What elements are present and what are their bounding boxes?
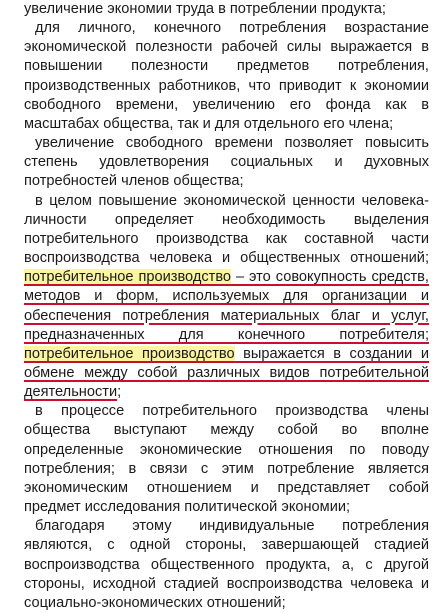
text-segment: благодаря этому индивидуальные потребления являются, с одной стороны, завершающей стадией воспроизводства общественного продукта, а, с другой стороны, исходной стадией воспроизводства человека и социально-экономических отношений; — [24, 518, 429, 611]
paragraph-p0 — [24, 0, 429, 19]
paragraph-p5 — [24, 517, 429, 613]
text-segment: увеличение свободного времени позволяет повысить степень удовлетворения социальных и духовных потребностей членов общества; — [24, 135, 429, 190]
highlighted-term: потребительное производство — [24, 345, 235, 362]
text-segment: для личного, конечного потребления возрастание экономической полезности рабочей силы выражается в повышении полезности предметов потребления, производственных работников, что приводит к экономии свободного времени, увеличению его фонда как в масштабах общества, так и для отдельного его члена; — [24, 20, 429, 132]
text-segment: увеличение экономии труда в потреблении продукта; — [24, 1, 386, 17]
text-segment: ; — [117, 384, 122, 401]
text-segment: в целом повышение экономической ценности человека-личности определяет необходимость выделения потребительного производства как составной части воспроизводства человека и общественных отношений; — [24, 192, 429, 267]
underlined-definition: выражается в создании и обмене между собой различных видов потребительной деятельности — [24, 345, 429, 401]
underlined-definition: – это совокупность средств, методов и форм, используемых для организации и обеспечения потребления материальных благ и услуг, предназначенных для конечного потребителя; — [24, 269, 429, 343]
highlighted-term: потребительное производство — [24, 269, 232, 286]
paragraph-p1 — [24, 19, 429, 134]
text-segment: в процессе потребительного производства члены общества выступают между собой во вполне определенные экономические отношения по поводу потребления; в связи с этим потребление является экономическим отношением и представляет собой предмет исследования политической экономии; — [24, 403, 429, 516]
paragraph-p2 — [24, 134, 429, 191]
paragraph-p4 — [24, 402, 429, 517]
paragraph-p3 — [24, 192, 429, 403]
